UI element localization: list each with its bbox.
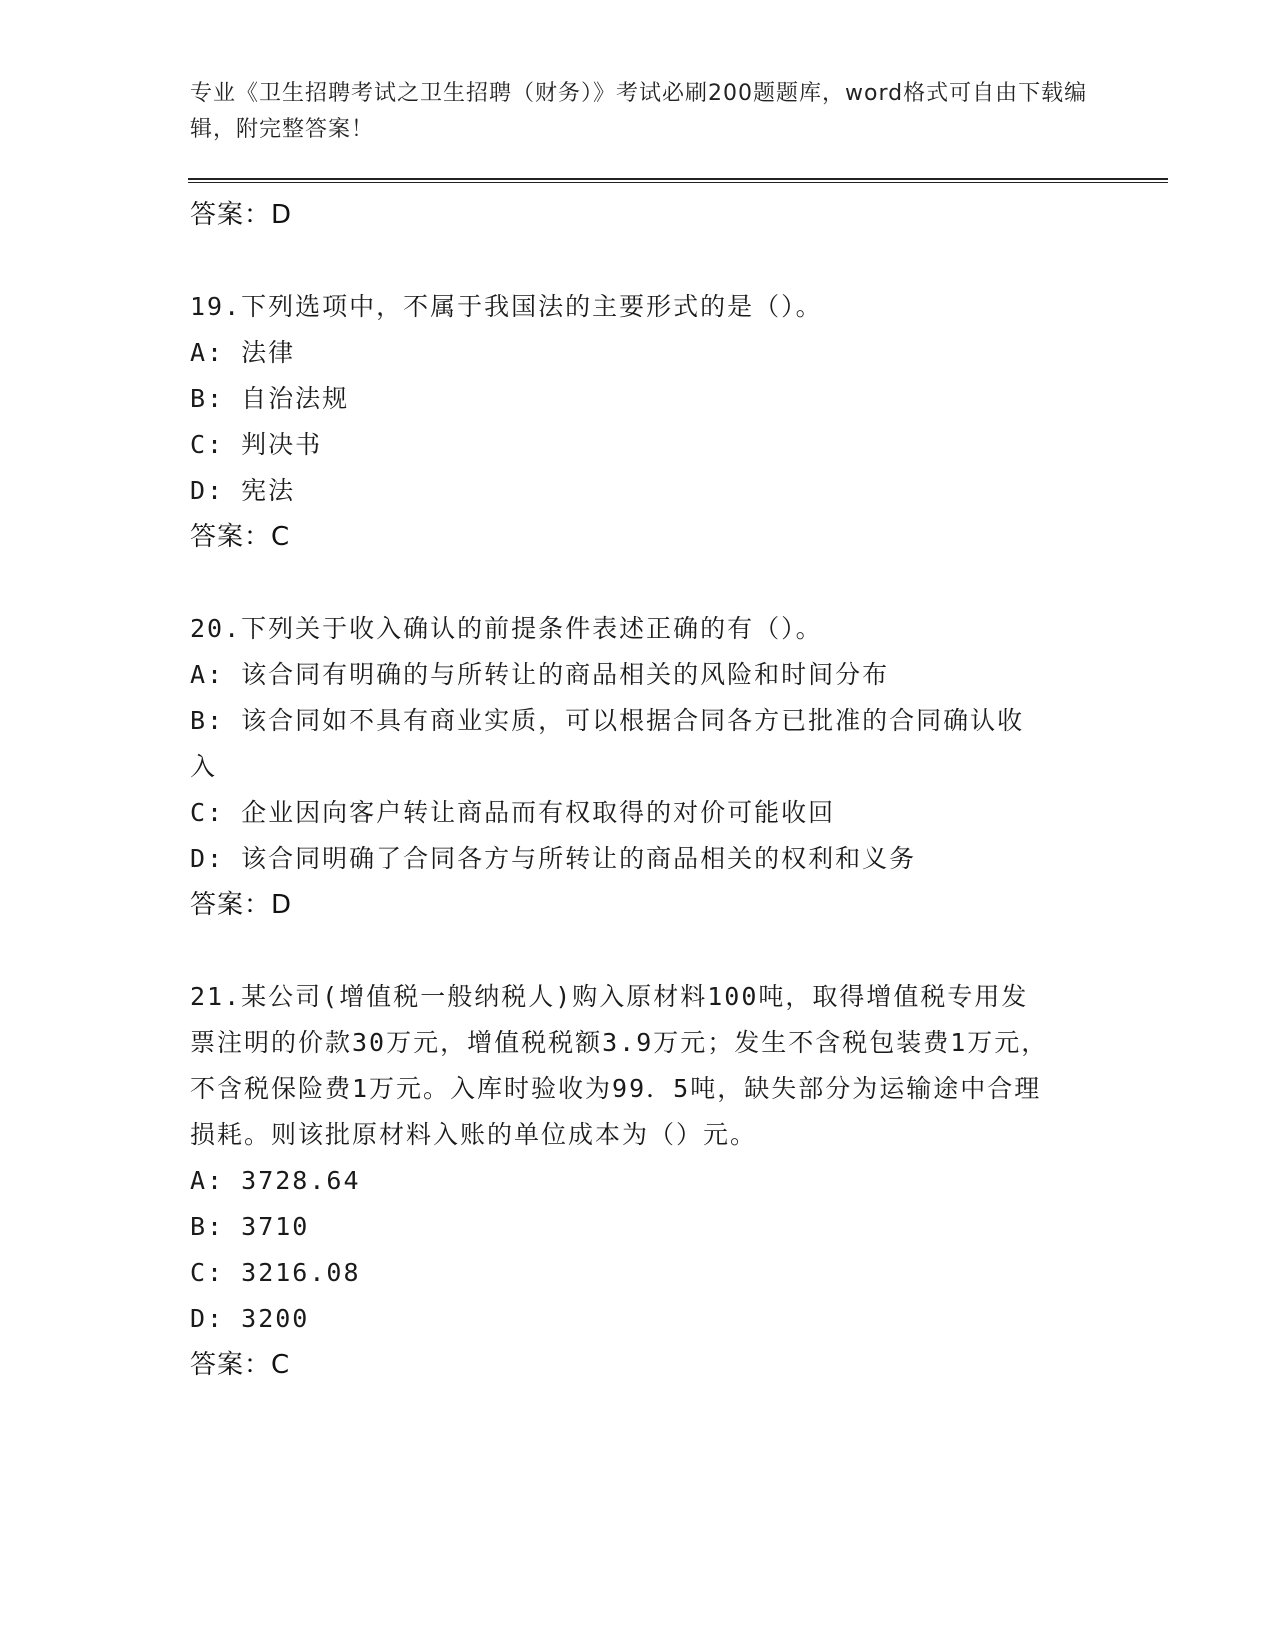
document-header: 专业《卫生招聘考试之卫生招聘（财务）》考试必刷200题题库，word格式可自由下载编辑，附完整答案！ — [190, 81, 1088, 142]
question-stem: 19.下列选项中，不属于我国法的主要形式的是（）。 — [190, 292, 823, 321]
option-b: B: 3710 — [190, 1212, 310, 1241]
answer-line: 答案：D — [190, 890, 293, 920]
option-d: D: 3200 — [190, 1304, 310, 1333]
option-d: D: 宪法 — [190, 476, 296, 505]
option-b: B: 该合同如不具有商业实质，可以根据合同各方已批准的合同确认收入 — [190, 706, 1025, 781]
header-divider — [188, 178, 1168, 183]
answer-line: 答案：C — [190, 522, 291, 552]
question-stem: 21.某公司(增值税一般纳税人)购入原材料100吨，取得增值税专用发票注明的价款30万元，增值税税额3.9万元；发生不含税包装费1万元，不含税保险费1万元。入库时验收为99．5吨，缺失部分为运输途中合理损耗。则该批原材料入账的单位成本为（）元。 — [190, 982, 1049, 1149]
question-block — [190, 974, 1090, 1388]
option-a: A: 3728.64 — [190, 1166, 361, 1195]
spacer — [190, 238, 1090, 284]
answer-line: 答案：C — [190, 1350, 291, 1380]
option-c: C: 3216.08 — [190, 1258, 361, 1287]
question-block — [190, 284, 1090, 560]
option-c: C: 判决书 — [190, 430, 323, 459]
document-body — [190, 192, 1090, 1388]
question-stem: 20.下列关于收入确认的前提条件表述正确的有（）。 — [190, 614, 823, 643]
option-c: C: 企业因向客户转让商品而有权取得的对价可能收回 — [190, 798, 836, 827]
spacer — [190, 560, 1090, 606]
answer-line: 答案：D — [190, 200, 293, 230]
option-b: B: 自治法规 — [190, 384, 350, 413]
option-d: D: 该合同明确了合同各方与所转让的商品相关的权利和义务 — [190, 844, 917, 873]
option-a: A: 该合同有明确的与所转让的商品相关的风险和时间分布 — [190, 660, 890, 689]
question-block — [190, 606, 1090, 928]
option-a: A: 法律 — [190, 338, 296, 367]
spacer — [190, 928, 1090, 974]
